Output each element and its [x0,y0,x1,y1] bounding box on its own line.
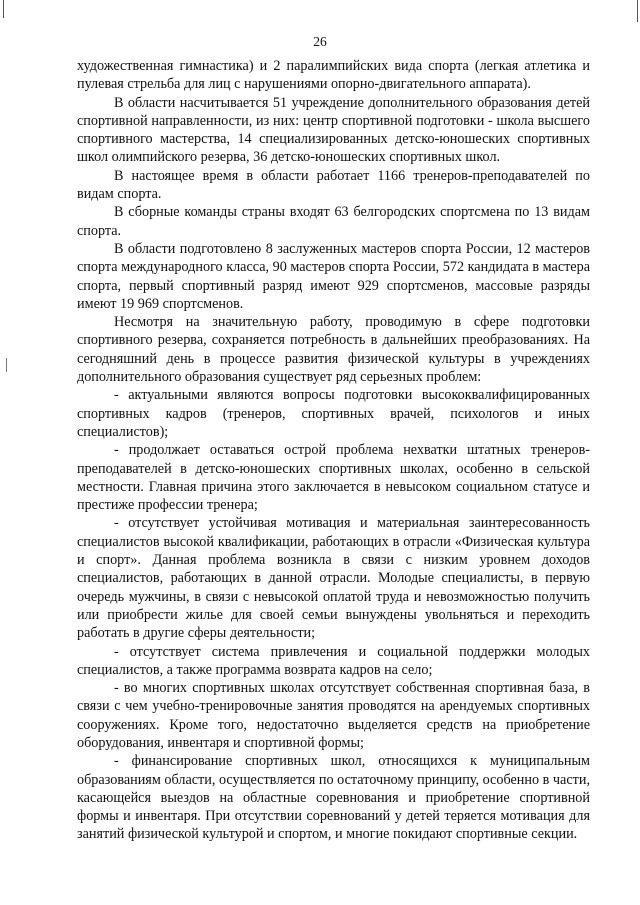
paragraph-continuation: художественная гимнастика) и 2 паралимпийских вида спорта (легкая атлетика и пулевая стрельба для лиц с нарушениями опорно-двигательного аппарата). [77,58,590,93]
paragraph: В настоящее время в области работает 1166 тренеров-преподавателей по видам спорта. [77,167,590,203]
page-number: 26 [313,34,327,49]
paragraph: В сборные команды страны входят 63 белгородских спортсмена по 13 видам спорта. [77,204,590,239]
list-item: - актуальными являются вопросы подготовки высококвалифицированных спортивных кадров (тренеров, спортивных врачей, психологов и иных специалистов); [77,387,590,440]
paragraph: В области насчитывается 51 учреждение дополнительного образования детей спортивной направленности, из них: центр спортивной подготовки - школа высшего спортивного мастерства, 14 специализированных детско-юношеских спортивных школ олимпийского резерва, 36 детско-юношеских спортивных школ. [77,94,590,166]
list-item: - отсутствует система привлечения и социальной поддержки молодых специалистов, а также программа возврата кадров на село; [77,643,590,678]
scan-edge-mark [3,0,4,18]
list-item: - во многих спортивных школах отсутствует собственная спортивная база, в связи с чем учебно-тренировочные занятия проводятся на арендуемых спортивных сооружениях. Кроме того, недостаточно выделяется средств на приобретение оборудования, инвентаря и спортивной формы; [77,680,590,751]
scan-edge-mark [6,358,7,372]
scan-edge-mark [637,0,638,22]
document-body [77,57,590,844]
list-item: - продолжает оставаться острой проблема нехватки штатных тренеров-преподавателей в детско-юношеских спортивных школах, особенно в сельской местности. Главная причина этого заключается в невысоком социальном статусе и престиже профессии тренера; [77,442,590,514]
paragraph: В области подготовлено 8 заслуженных мастеров спорта России, 12 мастеров спорта международного класса, 90 мастеров спорта России, 572 кандидата в мастера спорта, первый спортивный разряд имеют 929 спортсменов, массовые разряды имеют 19 969 спортсменов. [77,240,590,312]
paragraph: Несмотря на значительную работу, проводимую в сфере подготовки спортивного резерва, сохраняется потребность в дальнейших преобразованиях. На сегодняшний день в процессе развития физической культуры в учреждениях дополнительного образования существует ряд серьезных проблем: [77,314,590,386]
list-item: - отсутствует устойчивая мотивация и материальная заинтересованность специалистов высокой квалификации, работающих в отрасли «Физическая культура и спорт». Данная проблема возникла в связи с низким уровнем доходов специалистов, работающих в данной отрасли. Молодые специалисты, в первую очередь мужчины, в связи с невысокой оплатой труда и невозможностью получить или приобрести жилье для своей семьи вынуждены увольняться и переходить работать в другие сферы деятельности; [77,515,590,642]
list-item: - финансирование спортивных школ, относящихся к муниципальным образованиям области, осуществляется по остаточному принципу, особенно в части, касающейся выездов на областные соревнования и приобретение спортивной формы и инвентаря. При отсутствии соревнований у детей теряется мотивация для занятий физической культурой и спортом, и многие покидают спортивные секции. [77,753,590,843]
